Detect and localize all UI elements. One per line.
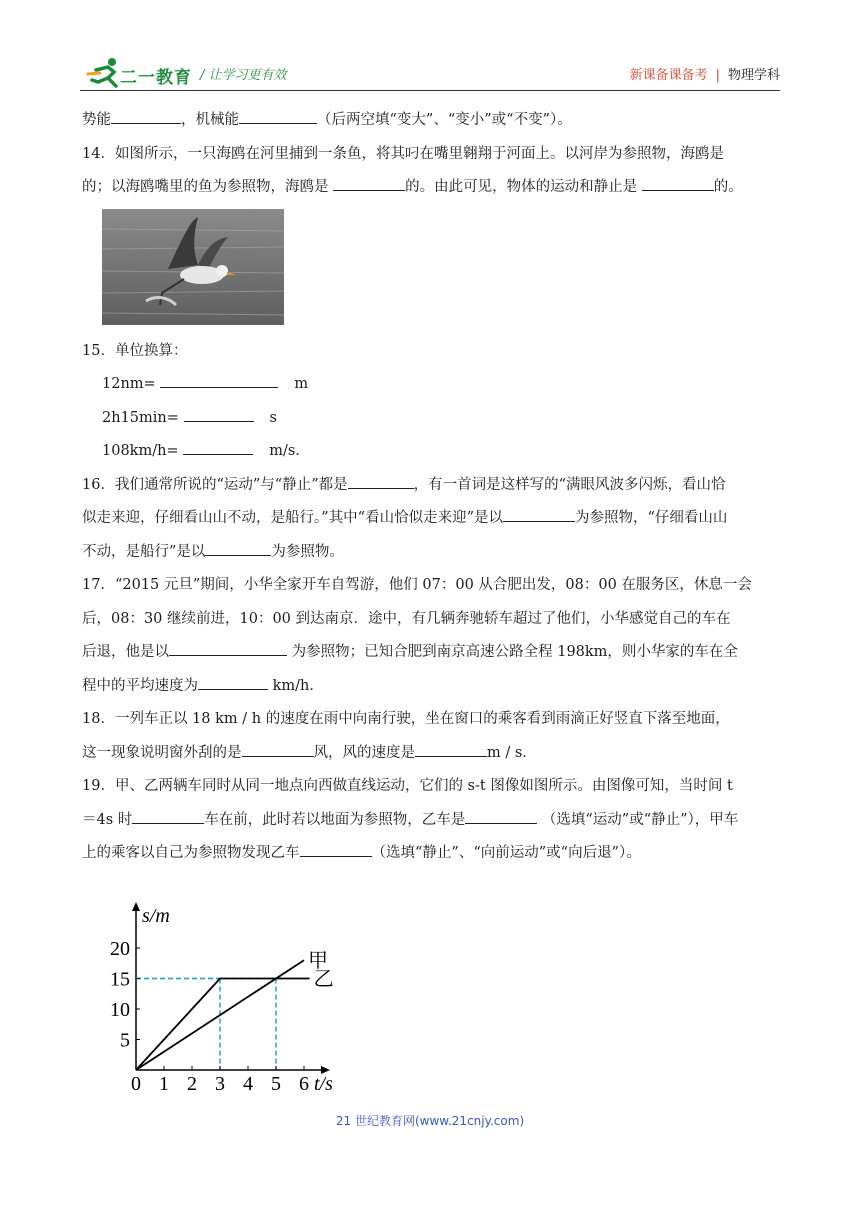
text: 的。由此可见，物体的运动和静止是 [405,179,642,195]
q14-line1: 14．如图所示，一只海鸥在河里捕到一条鱼，将其叼在嘴里翱翔于河面上。以河岸为参照物，海鸥是 [82,145,724,162]
series-label: 甲 [308,948,328,973]
q17-line2: 后，08：30 继续前进，10：00 到达南京．途中，有几辆奔驰轿车超过了他们，小华感觉自己的车在 [82,610,731,627]
q19-line2 [82,804,780,838]
slogan: / 让学习更有效 [200,68,287,83]
q15-row2 [82,402,780,436]
answer-blank[interactable] [132,805,204,824]
x-tick-label: 6 [299,1073,309,1095]
text: （后两空填“变大”、“变小”或“不变”）。 [317,112,572,128]
answer-blank[interactable] [242,738,314,757]
unit: m [294,376,309,392]
text: 上的乘客以自己为参照物发现乙车 [82,845,300,861]
x-tick-label: 2 [187,1073,197,1095]
text: 风，风的速度是 [313,744,415,761]
text: 不动，是船行”是以 [82,543,206,560]
text: 108km/h= [102,443,184,459]
text: 势能 [82,112,111,128]
unit: m/s. [269,443,300,459]
text: 后退，他是以 [82,644,169,660]
answer-blank[interactable] [160,369,278,388]
q15-title: 15．单位换算： [82,342,188,359]
text: 程中的平均速度为 [82,677,198,694]
q16-line1 [82,469,780,503]
q13-tail [82,104,780,138]
q16-line2 [82,502,780,536]
q17-line1: 17．“2015 元旦”期间，小华全家开车自驾游，他们 07：00 从合肥出发，08：00 在服务区，休息一会 [82,577,752,593]
q19-line3 [82,837,780,871]
x-axis-label: t/s [314,1073,333,1095]
text: 2h15min= [102,409,184,426]
answer-blank[interactable] [169,637,287,656]
x-tick-label: 5 [271,1073,281,1095]
answer-blank[interactable] [184,403,254,422]
q15-row1 [82,368,780,402]
s-t-chart [100,896,370,1096]
q15-row3 [82,435,780,469]
q17-line3 [82,636,780,670]
page-header [80,52,780,92]
q14-line2 [82,171,780,205]
answer-blank[interactable] [348,470,414,489]
text: ，机械能 [181,112,239,128]
y-tick-label: 5 [120,1029,130,1052]
text: 这一现象说明窗外刮的是 [82,744,242,761]
x-tick-label: 1 [159,1073,169,1095]
seagull-photo [102,209,284,325]
page-footer: 21 世纪教育网(www.21cnjy.com) [335,1114,525,1128]
text: 12nm= [102,376,161,392]
header-right [630,64,780,83]
text: 的。 [713,179,743,195]
text: 的；以海鸥嘴里的鱼为参照物，海鸥是 [82,179,334,195]
y-axis-label: s/m [142,905,170,927]
answer-blank[interactable] [642,172,714,191]
x-tick-label: 4 [243,1073,253,1095]
answer-blank[interactable] [503,503,575,522]
answer-blank[interactable] [205,537,271,556]
q18-line1: 18．一列车正以 18 km / h 的速度在雨中向南行驶，坐在窗口的乘客看到雨滴正好竖直下落至地面， [82,711,730,727]
answer-blank[interactable] [415,738,487,757]
y-tick-label: 15 [110,968,130,991]
unit: s [269,409,277,426]
text: 为参照物，“仔细看山山 [575,510,728,526]
answer-blank[interactable] [183,436,253,455]
q19-line1: 19．甲、乙两辆车同时从同一地点向西做直线运动，它们的 s-t 图像如图所示。由图像可知，当时间 t [82,778,733,794]
text: 似走来迎，仔细看山山不动，是船行。”其中“看山恰似走来迎”是以 [82,510,503,526]
header-separator: | [715,68,720,83]
answer-blank[interactable] [198,671,268,690]
s-t-chart-svg [100,896,370,1096]
question-content [82,104,780,871]
text: （选填“运动”或“静止”），甲车 [537,811,739,828]
y-tick-label: 20 [110,938,130,960]
text: km/h． [268,677,324,694]
x-tick-label: 0 [131,1073,141,1095]
header-course-label: 新课备课备考 [629,68,708,83]
text: 为参照物；已知合肥到南京高速公路全程 198km，则小华家的车在全 [287,644,738,660]
answer-blank[interactable] [300,838,372,857]
q18-line2 [82,737,780,771]
text: 车在前，此时若以地面为参照物，乙车是 [204,811,466,828]
y-tick-label: 10 [110,999,130,1021]
answer-blank[interactable] [465,805,537,824]
x-tick-label: 3 [215,1073,225,1095]
text: m / s． [487,744,537,761]
q16-line3 [82,536,780,570]
series-line [136,979,310,1071]
text: ，有一首词是这样写的“满眼风波多闪烁，看山恰 [413,476,726,493]
text: 为参照物。 [271,543,344,560]
header-subject: 物理学科 [727,68,780,83]
answer-blank[interactable] [333,172,405,191]
answer-blank[interactable] [111,105,181,124]
q17-line4 [82,670,780,704]
text: （选填“静止”、“向前运动”或“向后退”）。 [371,845,641,861]
y-axis-arrow [132,902,140,911]
text: 16．我们通常所说的“运动”与“静止”都是 [82,476,348,493]
header-rule [80,90,780,91]
series-label: 乙 [313,966,334,991]
logo-text: 二一教育 [120,68,192,88]
text: ＝4s 时 [82,811,133,828]
answer-blank[interactable] [239,105,317,124]
